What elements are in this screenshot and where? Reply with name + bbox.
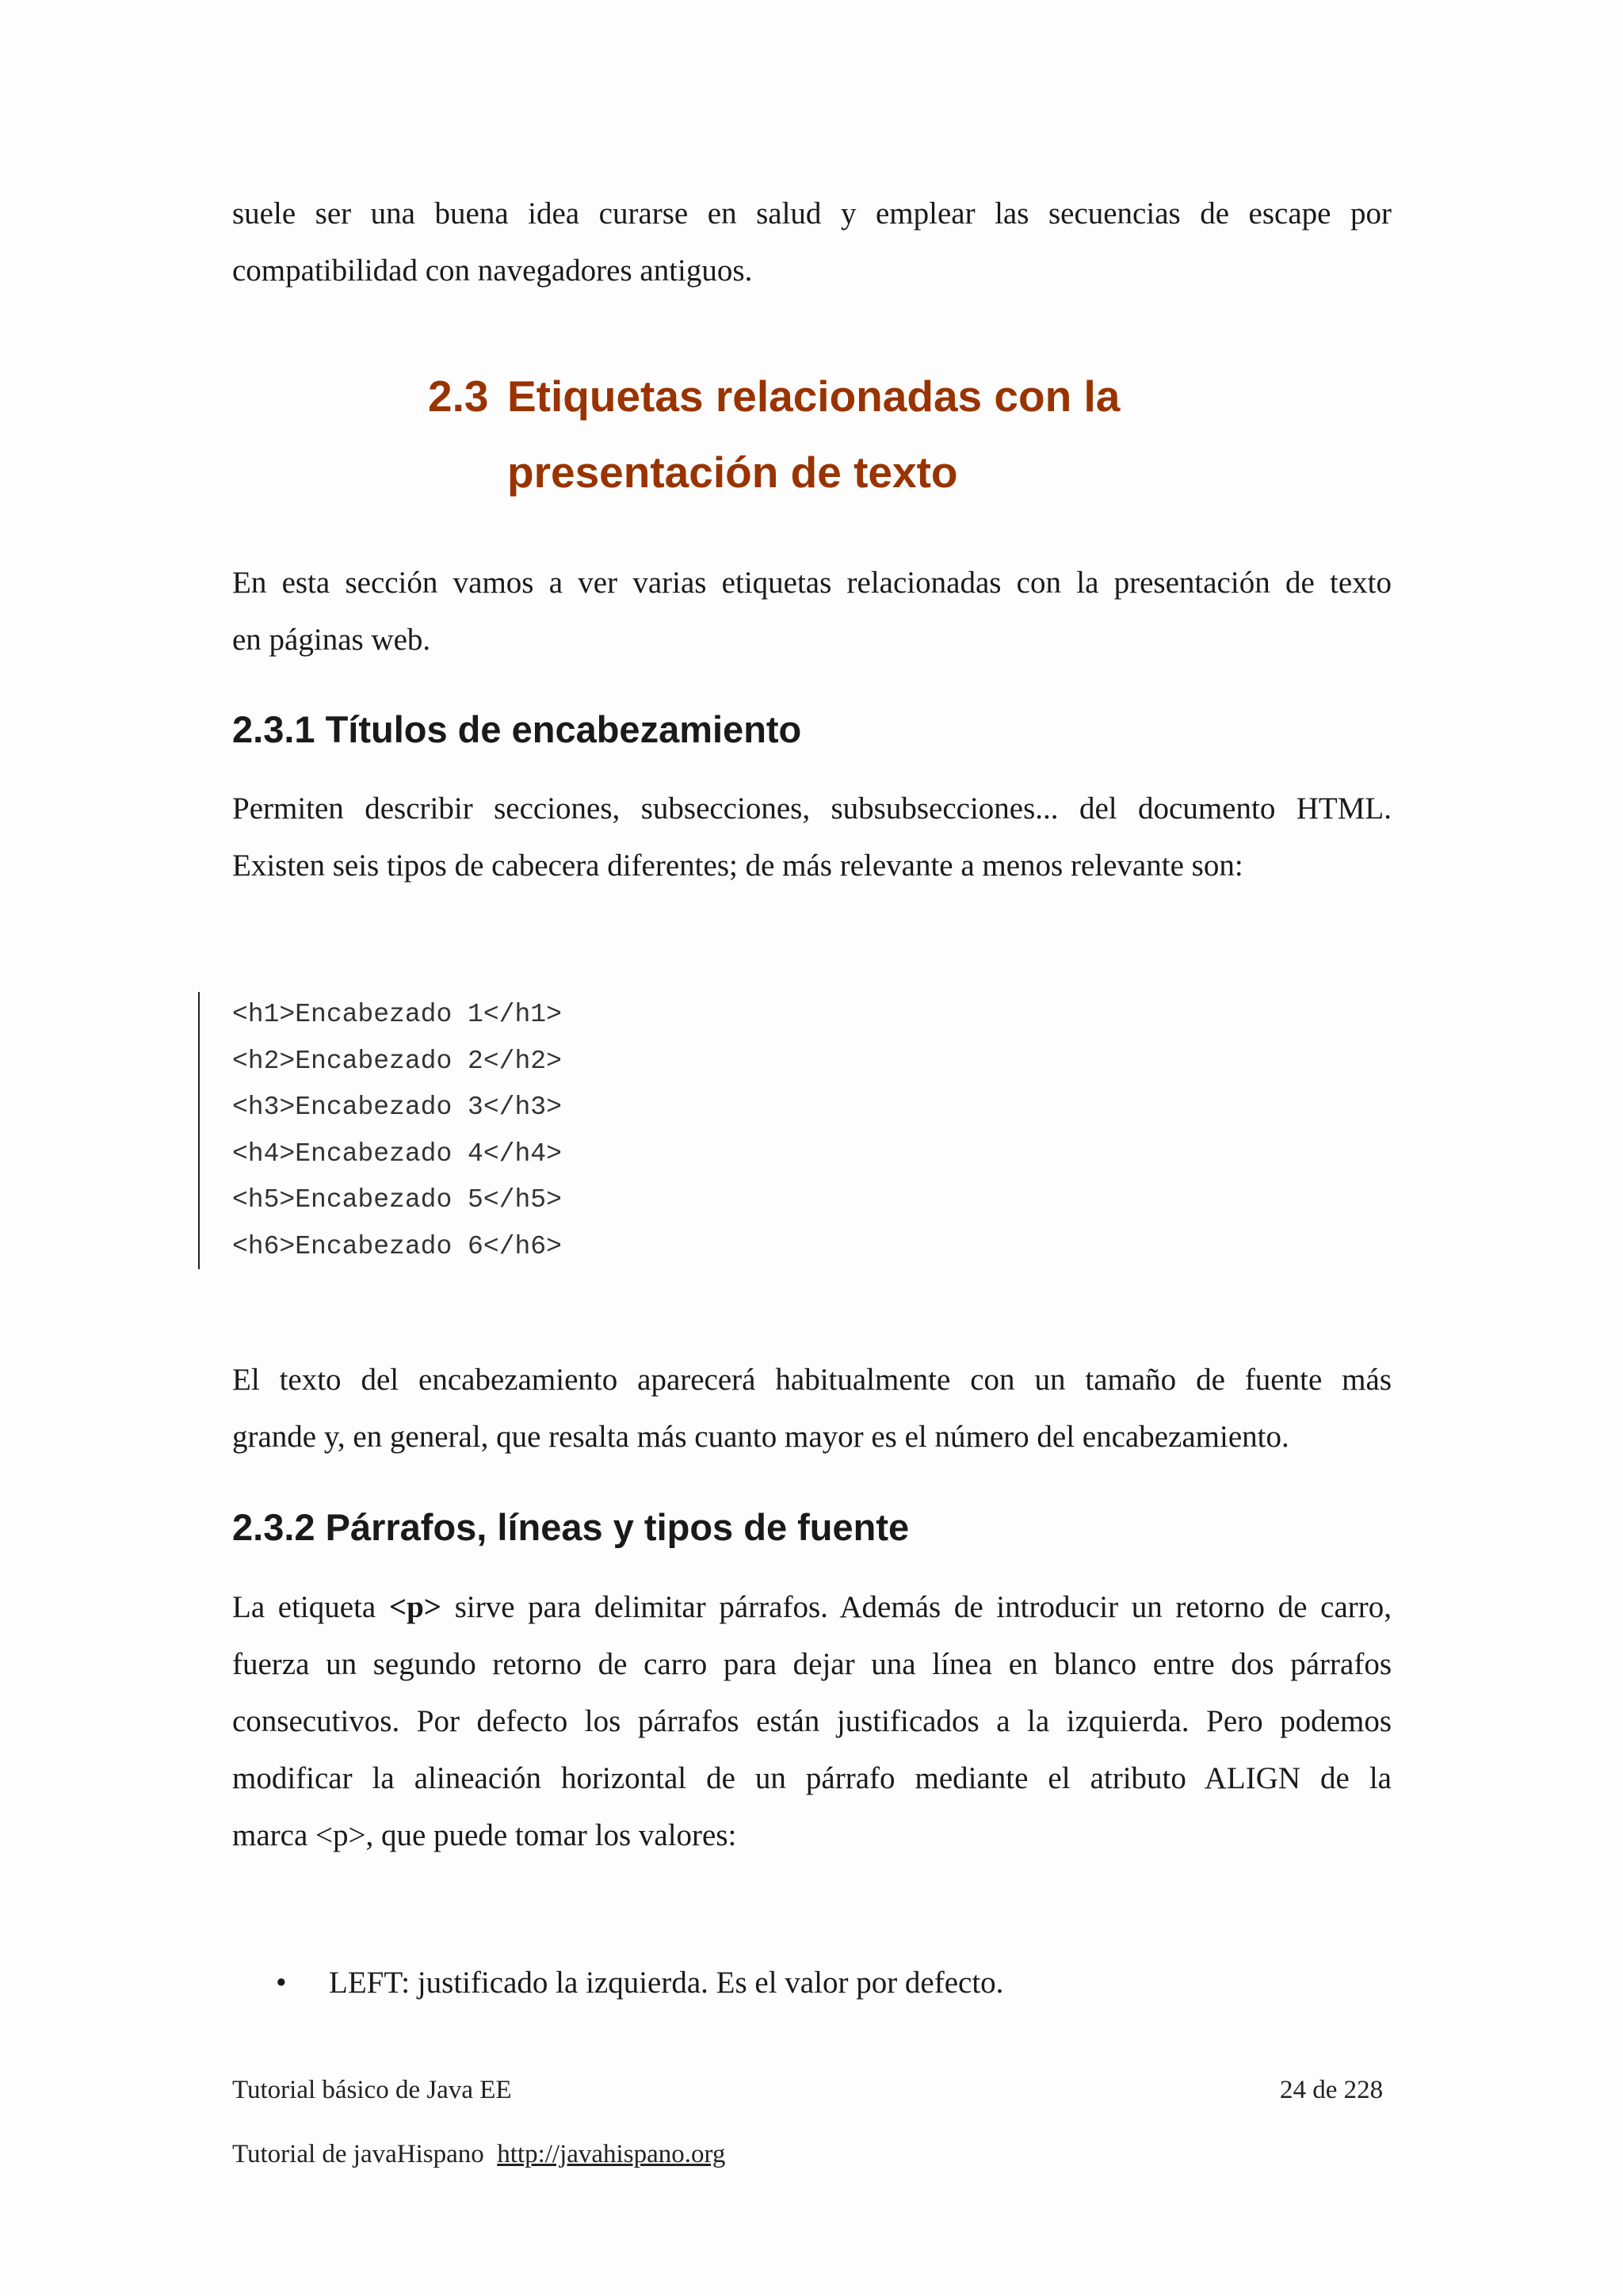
code-line: <h5>Encabezado 5</h5> xyxy=(232,1185,562,1215)
code-block-border xyxy=(198,992,200,1269)
code-block xyxy=(232,992,562,1271)
section-title xyxy=(507,358,1120,510)
bullet-text: LEFT: justificado la izquierda. Es el valor por defecto. xyxy=(329,1966,1004,2000)
footer-credit-text: Tutorial de javaHispano xyxy=(232,2140,484,2168)
parrafos-line-3: consecutivos. Por defecto los párrafos están justificados a la izquierda. Pero podemos xyxy=(232,1704,1392,1738)
titulos-paragraph xyxy=(232,780,1392,894)
intro-line-2: compatibilidad con navegadores antiguos. xyxy=(232,254,753,288)
bullet-icon: • xyxy=(276,1966,287,2000)
encabezamiento-line-2: grande y, en general, que resalta más cuanto mayor es el número del encabezamiento. xyxy=(232,1420,1289,1454)
parrafos-line-1 xyxy=(232,1579,1392,1636)
page-total: 228 xyxy=(1343,2076,1384,2104)
parrafos-line-2: fuerza un segundo retorno de carro para dejar una línea en blanco entre dos párrafos xyxy=(232,1647,1392,1681)
page-of: de xyxy=(1312,2076,1338,2104)
page-current: 24 xyxy=(1280,2076,1306,2104)
section-number: 2.3 xyxy=(428,372,489,421)
titulos-line-2: Existen seis tipos de cabecera diferentes; de más relevante a menos relevante son: xyxy=(232,849,1243,883)
code-line: <h2>Encabezado 2</h2> xyxy=(232,1046,562,1076)
intro-paragraph xyxy=(232,185,1392,299)
section-heading xyxy=(428,358,488,434)
footer-page-number xyxy=(1280,2073,1383,2107)
subsection-heading-titulos: 2.3.1 Títulos de encabezamiento xyxy=(232,708,802,750)
parrafos-line-1-pre: La etiqueta xyxy=(232,1590,389,1624)
footer-credit xyxy=(232,2137,725,2172)
parrafos-paragraph xyxy=(232,1579,1392,1864)
encabezamiento-paragraph xyxy=(232,1352,1392,1466)
encabezamiento-line-1: El texto del encabezamiento aparecerá habitualmente con un tamaño de fuente más xyxy=(232,1363,1392,1397)
section-para-line-2: en páginas web. xyxy=(232,623,431,657)
parrafos-line-1-post: sirve para delimitar párrafos. Además de introducir un retorno de carro, xyxy=(441,1590,1392,1624)
parrafos-line-4: modificar la alineación horizontal de un párrafo mediante el atributo ALIGN de la xyxy=(232,1761,1392,1795)
code-line: <h1>Encabezado 1</h1> xyxy=(232,1000,562,1029)
footer-title: Tutorial básico de Java EE xyxy=(232,2076,512,2104)
titulos-line-1: Permiten describir secciones, subsecciones, subsubsecciones... del documento HTML. xyxy=(232,791,1392,826)
section-title-line-1: Etiquetas relacionadas con la xyxy=(507,372,1121,421)
code-line: <h3>Encabezado 3</h3> xyxy=(232,1093,562,1123)
subsection-heading-parrafos: 2.3.2 Párrafos, líneas y tipos de fuente xyxy=(232,1506,910,1548)
code-line: <h6>Encabezado 6</h6> xyxy=(232,1231,562,1261)
section-para-line-1: En esta sección vamos a ver varias etiquetas relacionadas con la presentación de texto xyxy=(232,566,1392,600)
section-paragraph xyxy=(232,555,1392,669)
javahispano-link[interactable]: http://javahispano.org xyxy=(497,2140,726,2168)
intro-line-1: suele ser una buena idea curarse en salud y emplear las secuencias de escape por xyxy=(232,196,1392,231)
section-title-line-2: presentación de texto xyxy=(507,448,958,497)
parrafos-line-5: marca <p>, que puede tomar los valores: xyxy=(232,1818,737,1852)
code-line: <h4>Encabezado 4</h4> xyxy=(232,1138,562,1169)
p-tag-bold: <p> xyxy=(388,1590,442,1624)
